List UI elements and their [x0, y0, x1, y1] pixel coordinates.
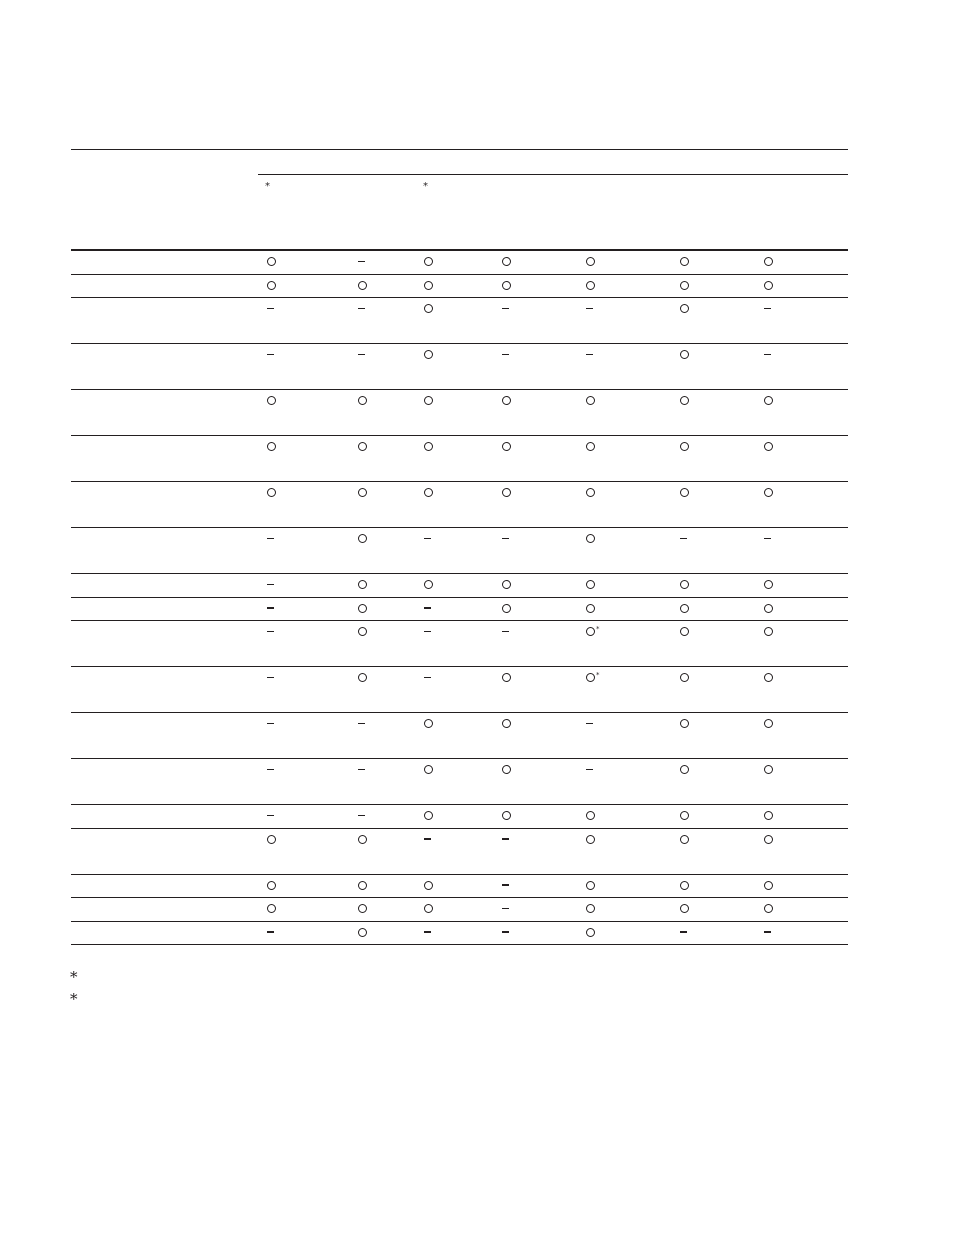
table-cell: [267, 485, 276, 501]
table-cell: [358, 485, 367, 501]
circle-mark-icon: [358, 580, 367, 589]
circle-mark-icon: [424, 904, 433, 913]
table-cell: [764, 600, 773, 616]
table-cell: [424, 600, 431, 616]
circle-mark-icon: [424, 281, 433, 290]
dash-mark-icon: [586, 723, 593, 724]
table-cell: [502, 393, 511, 409]
circle-mark-icon: [358, 904, 367, 913]
table-cell: [502, 347, 509, 363]
table-cell: [680, 808, 689, 824]
dash-mark-icon: [358, 723, 365, 724]
table-cell: [586, 877, 595, 893]
table-cell: [764, 485, 773, 501]
circle-mark-icon: [586, 627, 595, 636]
table-cell: [424, 439, 433, 455]
circle-mark-icon: [764, 488, 773, 497]
table-cell: [680, 877, 689, 893]
table-cell: [424, 301, 433, 317]
table-cell: [424, 485, 433, 501]
table-cell: [502, 531, 509, 547]
circle-mark-icon: [764, 673, 773, 682]
circle-mark-icon: [680, 765, 689, 774]
table-cell: [586, 901, 595, 917]
circle-mark-icon: [764, 765, 773, 774]
footnote-marker-2: *: [70, 990, 78, 1008]
table-cell: [424, 393, 433, 409]
circle-mark-icon: [680, 396, 689, 405]
table-cell: [424, 577, 433, 593]
dash-mark-icon: [586, 354, 593, 355]
table-cell: [764, 347, 771, 363]
table-cell: [764, 624, 773, 640]
dash-mark-icon: [267, 538, 274, 539]
dash-mark-icon: [502, 931, 509, 932]
table-cell: [358, 762, 365, 778]
table-cell: [586, 485, 595, 501]
table-cell: [586, 439, 595, 455]
table-cell: [502, 485, 511, 501]
table-cell: [680, 901, 689, 917]
circle-mark-icon: [358, 488, 367, 497]
table-cell: [680, 347, 689, 363]
circle-mark-icon: [586, 811, 595, 820]
table-cell: [267, 762, 274, 778]
circle-mark-icon: [680, 257, 689, 266]
table-cell: [586, 531, 595, 547]
circle-mark-icon: [358, 534, 367, 543]
circle-mark-icon: [502, 281, 511, 290]
table-cell: [764, 716, 773, 732]
table-cell: [267, 831, 276, 847]
dash-mark-icon: [424, 931, 431, 932]
circle-mark-icon: [424, 811, 433, 820]
dash-mark-icon: [502, 838, 509, 839]
table-cell: [764, 877, 773, 893]
dash-mark-icon: [424, 838, 431, 839]
table-cell: [358, 600, 367, 616]
dash-mark-icon: [586, 769, 593, 770]
table-cell: [680, 924, 687, 940]
circle-mark-icon: [586, 904, 595, 913]
table-cell: [502, 877, 509, 893]
dash-mark-icon: [267, 308, 274, 309]
cell-asterisk: *: [596, 624, 600, 633]
table-cell: [358, 831, 367, 847]
circle-mark-icon: [502, 488, 511, 497]
table-cell: [424, 762, 433, 778]
table-cell: [680, 531, 687, 547]
circle-mark-icon: [502, 396, 511, 405]
circle-mark-icon: [680, 580, 689, 589]
table-cell: [680, 277, 689, 293]
table-cell: [424, 254, 433, 270]
header-asterisk-col-1: *: [265, 181, 270, 192]
circle-mark-icon: [680, 904, 689, 913]
dash-mark-icon: [267, 584, 274, 585]
row-rule: [71, 435, 848, 436]
table-cell: [358, 924, 367, 940]
row-rule: [71, 297, 848, 298]
row-rule: [71, 481, 848, 482]
circle-mark-icon: [586, 881, 595, 890]
table-cell: [680, 439, 689, 455]
table-cell: [680, 301, 689, 317]
circle-mark-icon: [502, 580, 511, 589]
table-cell: [502, 624, 509, 640]
circle-mark-icon: [358, 881, 367, 890]
circle-mark-icon: [358, 835, 367, 844]
table-cell: [502, 808, 511, 824]
table-cell: [424, 531, 431, 547]
table-cell: [358, 301, 365, 317]
circle-mark-icon: [680, 604, 689, 613]
table-cell: [680, 485, 689, 501]
dash-mark-icon: [267, 723, 274, 724]
table-cell: [358, 277, 367, 293]
table-cell: [424, 624, 431, 640]
row-rule: [71, 804, 848, 805]
dash-mark-icon: [267, 815, 274, 816]
table-cell: [586, 670, 600, 686]
table-cell: [502, 670, 511, 686]
circle-mark-icon: [358, 928, 367, 937]
circle-mark-icon: [764, 835, 773, 844]
table-cell: [764, 670, 773, 686]
table-cell: [502, 716, 511, 732]
table-cell: [680, 831, 689, 847]
circle-mark-icon: [358, 281, 367, 290]
dash-mark-icon: [267, 769, 274, 770]
circle-mark-icon: [764, 719, 773, 728]
dash-mark-icon: [358, 815, 365, 816]
table-cell: [502, 831, 509, 847]
dash-mark-icon: [424, 607, 431, 608]
dash-mark-icon: [680, 538, 687, 539]
table-cell: [358, 808, 365, 824]
footnote-marker-1: *: [70, 968, 78, 986]
circle-mark-icon: [764, 627, 773, 636]
table-cell: [680, 577, 689, 593]
table-cell: [502, 600, 511, 616]
table-cell: [764, 531, 771, 547]
circle-mark-icon: [424, 765, 433, 774]
table-cell: [764, 577, 773, 593]
dash-mark-icon: [424, 538, 431, 539]
dash-mark-icon: [267, 931, 274, 932]
table-cell: [424, 877, 433, 893]
table-cell: [358, 716, 365, 732]
row-rule: [71, 389, 848, 390]
table-cell: [502, 301, 509, 317]
table-cell: [267, 254, 276, 270]
table-cell: [424, 831, 431, 847]
dash-mark-icon: [502, 308, 509, 309]
circle-mark-icon: [680, 881, 689, 890]
circle-mark-icon: [764, 881, 773, 890]
table-cell: [502, 277, 511, 293]
dash-mark-icon: [502, 538, 509, 539]
table-cell: [502, 901, 509, 917]
table-cell: [680, 624, 689, 640]
dash-mark-icon: [502, 354, 509, 355]
row-rule: [71, 620, 848, 621]
circle-mark-icon: [764, 811, 773, 820]
circle-mark-icon: [502, 811, 511, 820]
circle-mark-icon: [267, 881, 276, 890]
circle-mark-icon: [267, 281, 276, 290]
table-cell: [586, 277, 595, 293]
table-cell: [267, 301, 274, 317]
table-cell: [586, 577, 595, 593]
dash-mark-icon: [764, 931, 771, 932]
circle-mark-icon: [267, 904, 276, 913]
circle-mark-icon: [764, 257, 773, 266]
circle-mark-icon: [502, 719, 511, 728]
table-cell: [502, 924, 509, 940]
row-rule: [71, 897, 848, 898]
circle-mark-icon: [680, 811, 689, 820]
circle-mark-icon: [680, 350, 689, 359]
row-rule: [71, 274, 848, 275]
dash-mark-icon: [358, 308, 365, 309]
table-cell: [267, 924, 274, 940]
circle-mark-icon: [358, 442, 367, 451]
table-cell: [764, 254, 773, 270]
circle-mark-icon: [358, 673, 367, 682]
row-rule: [71, 874, 848, 875]
dash-mark-icon: [358, 261, 365, 262]
circle-mark-icon: [424, 350, 433, 359]
table-cell: [586, 347, 593, 363]
circle-mark-icon: [680, 488, 689, 497]
table-cell: [764, 808, 773, 824]
dash-mark-icon: [764, 538, 771, 539]
table-cell: [267, 577, 274, 593]
circle-mark-icon: [267, 396, 276, 405]
table-cell: [680, 393, 689, 409]
circle-mark-icon: [680, 304, 689, 313]
table-cell: [586, 393, 595, 409]
dash-mark-icon: [586, 308, 593, 309]
row-rule: [71, 712, 848, 713]
table-cell: [502, 577, 511, 593]
circle-mark-icon: [586, 835, 595, 844]
table-cell: [424, 808, 433, 824]
circle-mark-icon: [267, 488, 276, 497]
circle-mark-icon: [586, 928, 595, 937]
table-cell: [358, 531, 367, 547]
table-cell: [586, 762, 593, 778]
table-cell: [502, 254, 511, 270]
row-rule: [71, 597, 848, 598]
dash-mark-icon: [764, 354, 771, 355]
table-cell: [586, 924, 595, 940]
circle-mark-icon: [586, 534, 595, 543]
circle-mark-icon: [424, 488, 433, 497]
dash-mark-icon: [267, 354, 274, 355]
circle-mark-icon: [586, 604, 595, 613]
circle-mark-icon: [267, 835, 276, 844]
dash-mark-icon: [680, 931, 687, 932]
table-cell: [358, 670, 367, 686]
table-cell: [358, 901, 367, 917]
dash-mark-icon: [764, 308, 771, 309]
circle-mark-icon: [586, 257, 595, 266]
table-cell: [358, 439, 367, 455]
circle-mark-icon: [358, 627, 367, 636]
table-cell: [764, 831, 773, 847]
dash-mark-icon: [502, 631, 509, 632]
dash-mark-icon: [502, 884, 509, 885]
dash-mark-icon: [267, 631, 274, 632]
row-rule: [71, 573, 848, 574]
table-cell: [267, 670, 274, 686]
table-cell: [267, 531, 274, 547]
dash-mark-icon: [358, 769, 365, 770]
circle-mark-icon: [424, 881, 433, 890]
circle-mark-icon: [764, 281, 773, 290]
circle-mark-icon: [586, 580, 595, 589]
circle-mark-icon: [267, 257, 276, 266]
circle-mark-icon: [764, 442, 773, 451]
circle-mark-icon: [586, 396, 595, 405]
table-cell: [267, 877, 276, 893]
table-cell: [267, 277, 276, 293]
table-cell: [764, 277, 773, 293]
circle-mark-icon: [586, 673, 595, 682]
circle-mark-icon: [358, 396, 367, 405]
circle-mark-icon: [764, 580, 773, 589]
table-cell: [424, 716, 433, 732]
circle-mark-icon: [424, 719, 433, 728]
table-cell: [764, 762, 773, 778]
table-cell: [424, 347, 433, 363]
table-cell: [764, 901, 773, 917]
table-cell: [680, 254, 689, 270]
table-cell: [358, 577, 367, 593]
table-cell: [586, 254, 595, 270]
table-cell: [424, 924, 431, 940]
circle-mark-icon: [502, 257, 511, 266]
table-cell: [680, 600, 689, 616]
table-cell: [680, 716, 689, 732]
circle-mark-icon: [424, 396, 433, 405]
row-rule: [71, 828, 848, 829]
table-cell: [680, 762, 689, 778]
circle-mark-icon: [764, 604, 773, 613]
circle-mark-icon: [502, 604, 511, 613]
row-rule: [71, 944, 848, 945]
circle-mark-icon: [680, 281, 689, 290]
header-group-rule: [258, 174, 848, 175]
dash-mark-icon: [267, 677, 274, 678]
table-cell: [586, 624, 600, 640]
circle-mark-icon: [267, 442, 276, 451]
cell-asterisk: *: [596, 670, 600, 679]
header-bottom-rule: [71, 249, 848, 251]
table-cell: [502, 762, 511, 778]
dash-mark-icon: [267, 607, 274, 608]
row-rule: [71, 666, 848, 667]
table-cell: [586, 301, 593, 317]
dash-mark-icon: [424, 677, 431, 678]
table-cell: [267, 716, 274, 732]
circle-mark-icon: [764, 396, 773, 405]
table-cell: [424, 670, 431, 686]
circle-mark-icon: [586, 442, 595, 451]
table-cell: [267, 624, 274, 640]
circle-mark-icon: [358, 604, 367, 613]
circle-mark-icon: [424, 442, 433, 451]
circle-mark-icon: [424, 580, 433, 589]
table-cell: [764, 393, 773, 409]
table-cell: [764, 924, 771, 940]
circle-mark-icon: [586, 488, 595, 497]
table-top-rule: [71, 149, 848, 150]
circle-mark-icon: [424, 257, 433, 266]
row-rule: [71, 527, 848, 528]
dash-mark-icon: [502, 908, 509, 909]
table-cell: [764, 301, 771, 317]
dash-mark-icon: [424, 631, 431, 632]
table-cell: [267, 393, 276, 409]
table-cell: [267, 600, 274, 616]
circle-mark-icon: [680, 673, 689, 682]
table-cell: [424, 901, 433, 917]
table-cell: [680, 670, 689, 686]
circle-mark-icon: [680, 627, 689, 636]
dash-mark-icon: [358, 354, 365, 355]
table-cell: [586, 808, 595, 824]
table-cell: [267, 439, 276, 455]
table-cell: [764, 439, 773, 455]
row-rule: [71, 758, 848, 759]
table-cell: [267, 347, 274, 363]
table-cell: [586, 600, 595, 616]
circle-mark-icon: [586, 281, 595, 290]
table-cell: [358, 624, 367, 640]
row-rule: [71, 343, 848, 344]
circle-mark-icon: [424, 304, 433, 313]
table-cell: [586, 716, 593, 732]
row-rule: [71, 921, 848, 922]
circle-mark-icon: [680, 835, 689, 844]
table-cell: [586, 831, 595, 847]
table-cell: [267, 808, 274, 824]
circle-mark-icon: [764, 904, 773, 913]
header-asterisk-col-3: *: [423, 181, 428, 192]
circle-mark-icon: [502, 765, 511, 774]
table-cell: [424, 277, 433, 293]
circle-mark-icon: [680, 442, 689, 451]
table-cell: [358, 393, 367, 409]
table-cell: [358, 254, 365, 270]
table-cell: [358, 347, 365, 363]
circle-mark-icon: [502, 442, 511, 451]
circle-mark-icon: [680, 719, 689, 728]
table-cell: [358, 877, 367, 893]
circle-mark-icon: [502, 673, 511, 682]
table-cell: [502, 439, 511, 455]
table-cell: [267, 901, 276, 917]
